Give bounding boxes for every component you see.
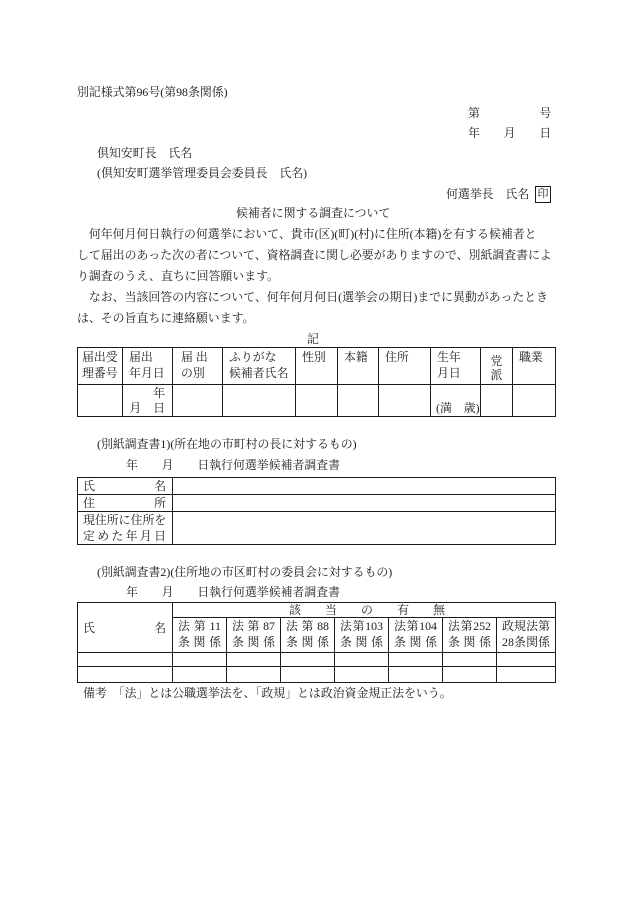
- header-address: [379, 348, 431, 385]
- sheet1-residence-date-label: [78, 512, 173, 545]
- header-line: ふりがな: [229, 350, 277, 364]
- law-column-political-funds-28: [497, 618, 556, 653]
- header-filing-type: [173, 348, 223, 385]
- label-line: 定めた年月日: [83, 529, 166, 543]
- table-row: [78, 653, 556, 667]
- cell-party: [481, 385, 513, 417]
- table-cell: [227, 653, 281, 667]
- header-occupation: [513, 348, 556, 385]
- header-line: 届出受: [82, 350, 118, 364]
- cell-filing-number: [78, 385, 123, 417]
- law-column-88: [281, 618, 335, 653]
- cell-occupation: [513, 385, 556, 417]
- cell-birth-date: [431, 385, 481, 417]
- table-row: [78, 478, 556, 495]
- header-party: [481, 348, 513, 385]
- header-line: 性別: [302, 350, 326, 364]
- law-line: 法第87: [232, 619, 275, 633]
- cell-candidate-name: [223, 385, 296, 417]
- sheet1-table: [77, 477, 556, 545]
- header-line: 生年: [437, 350, 461, 364]
- document-title: 候補者に関する調査について: [236, 206, 391, 220]
- table-row: [78, 512, 556, 545]
- body-line: り調査のうえ、直ちに回答願います。: [77, 269, 279, 283]
- ki-heading: 記: [307, 332, 319, 346]
- cell-line: [436, 386, 480, 401]
- header-line: 本籍: [344, 350, 368, 364]
- law-line: 条関係: [232, 635, 275, 649]
- table-cell: [497, 653, 556, 667]
- sheet2-header-row: [78, 603, 556, 618]
- table-cell: [281, 653, 335, 667]
- cell-line: (満 歳): [436, 401, 480, 415]
- law-column-11: [173, 618, 227, 653]
- candidate-table: [77, 347, 556, 417]
- header-line: 月日: [437, 366, 461, 380]
- header-birth-date: [431, 348, 481, 385]
- header-line: 住所: [385, 350, 409, 364]
- remarks-note: 備考 「法」とは公職選挙法を、「政規」とは政治資金規正法をいう。: [83, 686, 452, 700]
- header-line: 派: [490, 368, 503, 382]
- table-cell: [389, 667, 443, 683]
- candidate-table-header-row: [78, 348, 556, 385]
- law-line: 条関係: [394, 635, 437, 649]
- document-number: 第 号: [468, 106, 552, 120]
- seal-mark: 印: [535, 186, 551, 203]
- applicability-header: 該当の有無: [173, 603, 556, 618]
- sheet1-label: (別紙調査書1)(所在地の市町村の長に対するもの): [97, 437, 357, 451]
- header-line: 候補者氏名: [229, 366, 289, 380]
- table-cell: [78, 653, 173, 667]
- law-column-103: [335, 618, 389, 653]
- table-cell: [389, 653, 443, 667]
- law-line: 政規法第: [502, 619, 551, 633]
- sender-label: 何選挙長 氏名: [446, 187, 530, 201]
- body-line: は、その旨直ちに連絡願います。: [77, 311, 255, 325]
- addressee-line-1: 倶知安町長 氏名: [97, 146, 193, 160]
- header-line: 党: [490, 354, 503, 368]
- law-line: 法第11: [178, 619, 221, 633]
- table-cell: [443, 653, 497, 667]
- law-line: 条関係: [340, 635, 383, 649]
- header-registered-domicile: [338, 348, 379, 385]
- law-line: 条関係: [448, 635, 491, 649]
- body-line: して届出のあった次の者について、資格調査に関し必要がありますので、別紙調査書によ: [77, 248, 552, 262]
- body-line: なお、当該回答の内容について、何年何月何日(選挙会の期日)までに異動があったとき: [77, 290, 549, 304]
- cell-line: 年: [153, 386, 165, 400]
- table-cell: [173, 653, 227, 667]
- label-line: 現住所に住所を: [83, 513, 167, 527]
- table-cell: [335, 653, 389, 667]
- header-sex: [296, 348, 338, 385]
- law-line: 28条関係: [502, 635, 551, 649]
- body-paragraph: [77, 224, 552, 329]
- body-line: 何年何月何日執行の何選挙において、貴市(区)(町)(村)に住所(本籍)を有する候補者と: [77, 227, 537, 241]
- sheet1-name-value: [173, 478, 556, 495]
- sheet1-name-label: 氏名: [78, 478, 173, 495]
- law-line: 法第104: [394, 619, 437, 633]
- cell-sex: [296, 385, 338, 417]
- sheet1-heading: 年 月 日執行何選挙候補者調査書: [126, 458, 341, 472]
- law-column-252: [443, 618, 497, 653]
- header-line: 理番号: [82, 366, 118, 380]
- sheet2-name-label: 氏名: [78, 603, 173, 653]
- addressee-line-2: (倶知安町選挙管理委員会委員長 氏名): [97, 166, 308, 180]
- cell-filing-type: [173, 385, 223, 417]
- cell-registered-domicile: [338, 385, 379, 417]
- table-cell: [173, 667, 227, 683]
- table-row: [78, 667, 556, 683]
- header-filing-number: [78, 348, 123, 385]
- table-cell: [497, 667, 556, 683]
- sheet2-heading: 年 月 日執行何選挙候補者調査書: [126, 585, 341, 599]
- header-line: 届出: [129, 350, 153, 364]
- law-line: 法第252: [448, 619, 491, 633]
- candidate-table-row: [78, 385, 556, 417]
- form-number: 別記様式第96号(第98条関係): [77, 85, 228, 99]
- sheet1-residence-date-value: [173, 512, 556, 545]
- law-column-104: [389, 618, 443, 653]
- table-cell: [335, 667, 389, 683]
- header-line: 届 出: [181, 350, 208, 364]
- law-line: 条関係: [286, 635, 329, 649]
- table-cell: [227, 667, 281, 683]
- header-line: 年月日: [129, 366, 165, 380]
- table-row: [78, 495, 556, 512]
- sheet1-address-value: [173, 495, 556, 512]
- cell-filing-date: [123, 385, 173, 417]
- header-line: 職業: [519, 350, 543, 364]
- law-line: 法第103: [340, 619, 383, 633]
- header-candidate-name: [223, 348, 296, 385]
- law-column-87: [227, 618, 281, 653]
- law-line: 法第88: [286, 619, 329, 633]
- sheet2-table: [77, 602, 556, 683]
- law-line: 条関係: [178, 635, 221, 649]
- sheet2-label: (別紙調査書2)(住所地の市区町村の委員会に対するもの): [97, 565, 393, 579]
- cell-address: [379, 385, 431, 417]
- table-cell: [281, 667, 335, 683]
- document-date: 年 月 日: [468, 126, 552, 140]
- header-filing-date: [123, 348, 173, 385]
- header-line: の別: [181, 366, 205, 380]
- sheet1-address-label: 住所: [78, 495, 173, 512]
- table-cell: [78, 667, 173, 683]
- cell-line: 月 日: [129, 401, 165, 415]
- table-cell: [443, 667, 497, 683]
